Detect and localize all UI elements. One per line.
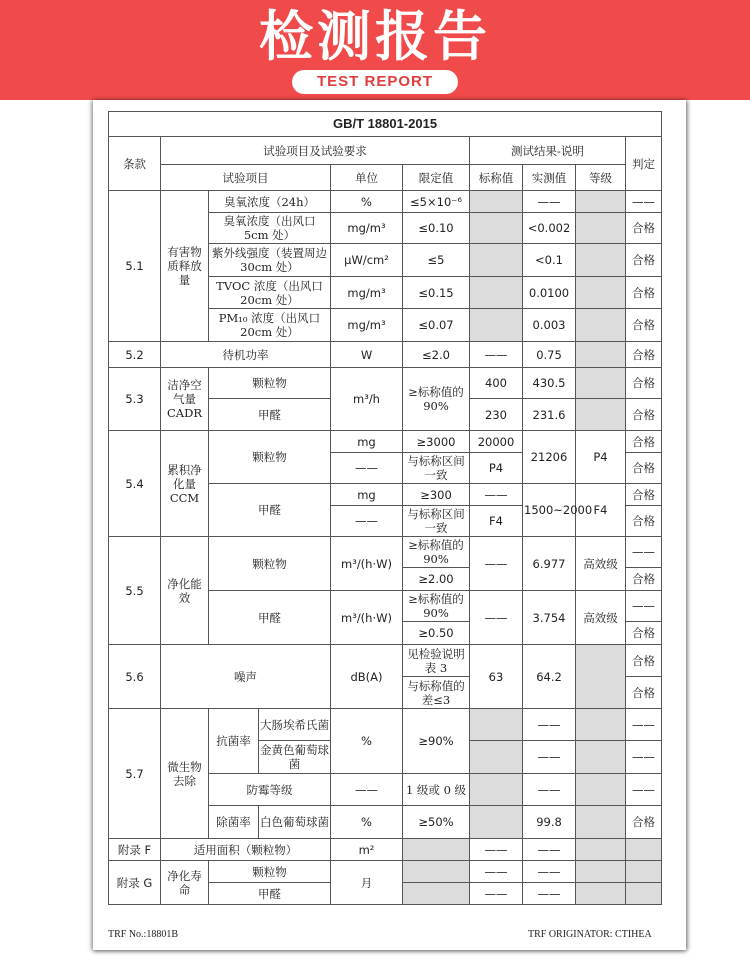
grade-cell <box>576 645 626 709</box>
item-tvoc: TVOC 浓度（出风口 20cm 处） <box>209 277 331 309</box>
grade-cell <box>576 368 626 399</box>
header-results: 测试结果-说明 <box>470 137 626 165</box>
nominal-life-particle: —— <box>470 861 523 883</box>
clause-5-5: 5.5 <box>109 537 161 645</box>
header-judge: 判定 <box>626 137 662 191</box>
judge-cadr-formaldehyde: 合格 <box>626 399 662 431</box>
measured-tvoc: 0.0100 <box>523 277 576 309</box>
grade-cell <box>576 741 626 774</box>
judge-ccm-particle-1: 合格 <box>626 431 662 453</box>
limit-eff-particle-2: ≥2.00 <box>403 568 470 591</box>
nominal-cadr-particle: 400 <box>470 368 523 399</box>
unit-sterilize: % <box>331 806 403 839</box>
limit-ccm-particle-range: 与标称区间一致 <box>403 453 470 484</box>
clause-5-1: 5.1 <box>109 191 161 342</box>
nominal-ccm-formaldehyde: —— <box>470 484 523 506</box>
header-test-item: 试验项目 <box>161 165 331 191</box>
limit-standby-power: ≤2.0 <box>403 342 470 368</box>
nominal-noise: 63 <box>470 645 523 709</box>
clause-appendix-g: 附录 G <box>109 861 161 905</box>
judge-ccm-particle-2: 合格 <box>626 453 662 484</box>
judge-eff-particle-2: 合格 <box>626 568 662 591</box>
item-cadr-formaldehyde: 甲醛 <box>209 399 331 431</box>
unit-ozone-24h: % <box>331 191 403 213</box>
measured-ozone-outlet: <0.002 <box>523 213 576 244</box>
measured-pm10: 0.003 <box>523 309 576 342</box>
measured-standby-power: 0.75 <box>523 342 576 368</box>
judge-cell <box>626 839 662 861</box>
limit-uv-intensity: ≤5 <box>403 244 470 277</box>
group-cadr: 洁净空气量 CADR <box>161 368 209 431</box>
limit-ozone-24h: ≤5×10⁻⁶ <box>403 191 470 213</box>
unit-eff-particle: m³/(h·W) <box>331 537 403 591</box>
judge-eff-particle-1: —— <box>626 537 662 568</box>
nominal-ccm-particle: 20000 <box>470 431 523 453</box>
measured-sterilize: 99.8 <box>523 806 576 839</box>
measured-ozone-24h: —— <box>523 191 576 213</box>
clause-5-3: 5.3 <box>109 368 161 431</box>
limit-noise-1: 见检验说明表 3 <box>403 645 470 677</box>
item-eff-formaldehyde: 甲醛 <box>209 591 331 645</box>
clause-5-4: 5.4 <box>109 431 161 537</box>
item-life-formaldehyde: 甲醛 <box>209 883 331 905</box>
item-bac-staph-aureus: 金黄色葡萄球菌 <box>259 741 331 774</box>
item-pm10: PM₁₀ 浓度（出风口 20cm 处） <box>209 309 331 342</box>
judge-eff-formaldehyde-1: —— <box>626 591 662 622</box>
item-mold-grade: 防霉等级 <box>209 774 331 806</box>
unit-applicable-area: m² <box>331 839 403 861</box>
nominal-standby-power: —— <box>470 342 523 368</box>
item-cadr-particle: 颗粒物 <box>209 368 331 399</box>
limit-ccm-formaldehyde-range: 与标称区间一致 <box>403 506 470 537</box>
limit-cell <box>403 861 470 883</box>
grade-cell <box>576 806 626 839</box>
grade-cell <box>576 861 626 883</box>
nominal-ccm-particle-range: P4 <box>470 453 523 484</box>
item-life-particle: 颗粒物 <box>209 861 331 883</box>
grade-cell <box>576 213 626 244</box>
report-banner <box>0 0 750 100</box>
nominal-ccm-formaldehyde-range: F4 <box>470 506 523 537</box>
item-standby-power: 待机功率 <box>161 342 331 368</box>
nominal-cell <box>470 191 523 213</box>
measured-eff-particle: 6.977 <box>523 537 576 591</box>
judge-pm10: 合格 <box>626 309 662 342</box>
judge-noise-1: 合格 <box>626 645 662 677</box>
grade-cell <box>576 883 626 905</box>
header-measured: 实测值 <box>523 165 576 191</box>
nominal-cell <box>470 244 523 277</box>
measured-applicable-area: —— <box>523 839 576 861</box>
judge-bac-staph-aureus: —— <box>626 741 662 774</box>
unit-cadr: m³/h <box>331 368 403 431</box>
group-efficiency: 净化能效 <box>161 537 209 645</box>
grade-cell <box>576 839 626 861</box>
header-unit: 单位 <box>331 165 403 191</box>
unit-noise: dB(A) <box>331 645 403 709</box>
nominal-cell <box>470 213 523 244</box>
header-limit: 限定值 <box>403 165 470 191</box>
group-ccm: 累积净化量 CCM <box>161 431 209 537</box>
item-sterilize-rate: 除菌率 <box>209 806 259 839</box>
judge-tvoc: 合格 <box>626 277 662 309</box>
clause-5-6: 5.6 <box>109 645 161 709</box>
nominal-life-formaldehyde: —— <box>470 883 523 905</box>
limit-tvoc: ≤0.15 <box>403 277 470 309</box>
judge-uv-intensity: 合格 <box>626 244 662 277</box>
nominal-cell <box>470 741 523 774</box>
grade-eff-formaldehyde: 高效级 <box>576 591 626 645</box>
measured-bac-ecoli: —— <box>523 709 576 741</box>
measured-noise: 64.2 <box>523 645 576 709</box>
group-purify-life: 净化寿命 <box>161 861 209 905</box>
clause-5-7: 5.7 <box>109 709 161 839</box>
limit-ccm-particle: ≥3000 <box>403 431 470 453</box>
item-bac-staph-albus: 白色葡萄球菌 <box>259 806 331 839</box>
footer-trf-originator: TRF ORIGINATOR: CTIHEA <box>528 929 652 940</box>
unit-uv-intensity: μW/cm² <box>331 244 403 277</box>
clause-appendix-f: 附录 F <box>109 839 161 861</box>
measured-cadr-particle: 430.5 <box>523 368 576 399</box>
judge-cell <box>626 861 662 883</box>
limit-eff-formaldehyde-2: ≥0.50 <box>403 622 470 645</box>
judge-ozone-24h: —— <box>626 191 662 213</box>
grade-cell <box>576 309 626 342</box>
nominal-cell <box>470 774 523 806</box>
header-nominal: 标称值 <box>470 165 523 191</box>
grade-ccm-formaldehyde: F4 <box>576 484 626 537</box>
limit-pm10: ≤0.07 <box>403 309 470 342</box>
grade-cell <box>576 277 626 309</box>
grade-cell <box>576 399 626 431</box>
measured-life-particle: —— <box>523 861 576 883</box>
measured-ccm-particle: 21206 <box>523 431 576 484</box>
item-antibac-rate: 抗菌率 <box>209 709 259 774</box>
limit-eff-formaldehyde-1: ≥标称值的 90% <box>403 591 470 622</box>
unit-ccm-formaldehyde-range: —— <box>331 506 403 537</box>
unit-life: 月 <box>331 861 403 905</box>
judge-cell <box>626 883 662 905</box>
measured-cadr-formaldehyde: 231.6 <box>523 399 576 431</box>
grade-cell <box>576 191 626 213</box>
limit-cell <box>403 839 470 861</box>
judge-noise-2: 合格 <box>626 677 662 709</box>
judge-mold: —— <box>626 774 662 806</box>
judge-ozone-outlet: 合格 <box>626 213 662 244</box>
nominal-eff-particle: —— <box>470 537 523 591</box>
unit-ccm-particle: mg <box>331 431 403 453</box>
limit-cadr: ≥标称值的 90% <box>403 368 470 431</box>
judge-bac-ecoli: —— <box>626 709 662 741</box>
header-items-req: 试验项目及试验要求 <box>161 137 470 165</box>
grade-cell <box>576 709 626 741</box>
grade-cell <box>576 342 626 368</box>
group-harmful-release: 有害物质释放量 <box>161 191 209 342</box>
grade-cell <box>576 774 626 806</box>
unit-standby-power: W <box>331 342 403 368</box>
item-eff-particle: 颗粒物 <box>209 537 331 591</box>
limit-ozone-outlet: ≤0.10 <box>403 213 470 244</box>
nominal-cell <box>470 309 523 342</box>
measured-ccm-formaldehyde: 1500~2000 <box>523 484 576 537</box>
unit-ccm-formaldehyde: mg <box>331 484 403 506</box>
grade-ccm-particle: P4 <box>576 431 626 484</box>
grade-eff-particle: 高效级 <box>576 537 626 591</box>
nominal-cell <box>470 709 523 741</box>
group-microbe: 微生物去除 <box>161 709 209 839</box>
measured-life-formaldehyde: —— <box>523 883 576 905</box>
item-ccm-particle: 颗粒物 <box>209 431 331 484</box>
test-report-table <box>108 111 662 905</box>
unit-tvoc: mg/m³ <box>331 277 403 309</box>
nominal-applicable-area: —— <box>470 839 523 861</box>
item-applicable-area: 适用面积（颗粒物） <box>161 839 331 861</box>
unit-mold: —— <box>331 774 403 806</box>
table-title: GB/T 18801-2015 <box>109 112 662 137</box>
limit-mold: 1 级或 0 级 <box>403 774 470 806</box>
banner-title: 检测报告 <box>259 5 491 68</box>
nominal-cell <box>470 277 523 309</box>
banner-subtitle: TEST REPORT <box>292 70 458 94</box>
limit-antibac: ≥90% <box>403 709 470 774</box>
judge-ccm-formaldehyde-1: 合格 <box>626 484 662 506</box>
grade-cell <box>576 244 626 277</box>
header-clause: 条款 <box>109 137 161 191</box>
measured-uv-intensity: <0.1 <box>523 244 576 277</box>
nominal-cell <box>470 806 523 839</box>
measured-mold: —— <box>523 774 576 806</box>
judge-standby-power: 合格 <box>626 342 662 368</box>
header-grade: 等级 <box>576 165 626 191</box>
clause-5-2: 5.2 <box>109 342 161 368</box>
limit-cell <box>403 883 470 905</box>
item-uv-intensity: 紫外线强度（装置周边 30cm 处） <box>209 244 331 277</box>
limit-sterilize: ≥50% <box>403 806 470 839</box>
footer-trf-number: TRF No.:18801B <box>108 929 179 940</box>
judge-ccm-formaldehyde-2: 合格 <box>626 506 662 537</box>
item-ccm-formaldehyde: 甲醛 <box>209 484 331 537</box>
measured-bac-staph-aureus: —— <box>523 741 576 774</box>
nominal-eff-formaldehyde: —— <box>470 591 523 645</box>
nominal-cadr-formaldehyde: 230 <box>470 399 523 431</box>
unit-eff-formaldehyde: m³/(h·W) <box>331 591 403 645</box>
judge-eff-formaldehyde-2: 合格 <box>626 622 662 645</box>
unit-antibac: % <box>331 709 403 774</box>
limit-ccm-formaldehyde: ≥300 <box>403 484 470 506</box>
judge-cadr-particle: 合格 <box>626 368 662 399</box>
item-ozone-24h: 臭氧浓度（24h） <box>209 191 331 213</box>
measured-eff-formaldehyde: 3.754 <box>523 591 576 645</box>
limit-noise-2: 与标称值的差≤3 <box>403 677 470 709</box>
item-noise: 噪声 <box>161 645 331 709</box>
unit-ccm-particle-range: —— <box>331 453 403 484</box>
unit-ozone-outlet: mg/m³ <box>331 213 403 244</box>
judge-sterilize: 合格 <box>626 806 662 839</box>
item-bac-ecoli: 大肠埃希氏菌 <box>259 709 331 741</box>
unit-pm10: mg/m³ <box>331 309 403 342</box>
item-ozone-outlet: 臭氧浓度（出风口 5cm 处） <box>209 213 331 244</box>
limit-eff-particle-1: ≥标称值的 90% <box>403 537 470 568</box>
